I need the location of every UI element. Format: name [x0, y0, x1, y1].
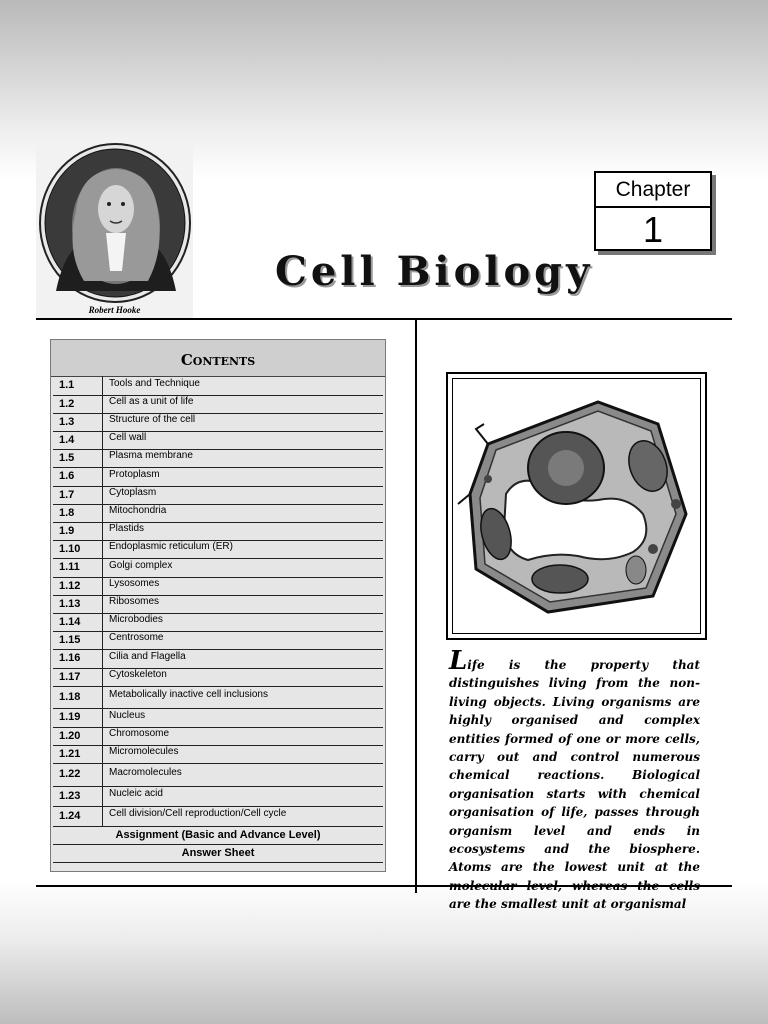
- contents-row-title: Golgi complex: [109, 560, 173, 571]
- contents-row-divider: [102, 708, 103, 728]
- contents-row-divider: [102, 577, 103, 596]
- chapter-number: 1: [642, 209, 664, 250]
- contents-row-divider: [102, 727, 103, 746]
- robert-hooke-portrait: [36, 141, 193, 319]
- contents-row-title: Cilia and Flagella: [109, 651, 186, 662]
- contents-row-title: Plastids: [109, 523, 145, 534]
- contents-row-title: Cytoskeleton: [109, 669, 167, 680]
- drop-cap: L: [449, 646, 468, 676]
- contents-row[interactable]: [53, 613, 383, 632]
- contents-row-number: 1.3: [59, 416, 75, 428]
- contents-row-title: Lysosomes: [109, 578, 160, 589]
- contents-row-number: 1.5: [59, 452, 75, 464]
- contents-row[interactable]: [53, 786, 383, 807]
- contents-row-title: Nucleus: [109, 710, 146, 721]
- intro-paragraph: [449, 646, 700, 912]
- contents-row-number: 1.24: [59, 810, 81, 822]
- contents-row-divider: [102, 504, 103, 523]
- intro-text: ife is the property that distinguishes living from the non-living objects. Living organisms are highly organised and complex entities formed of one or more cells, carry out and control numerous chemical reactions. Biological organisation starts with chemical organisation of life, passes through organism level and ends in ecosystems and the biosphere. Atoms are the lowest unit at the molecular level, whereas the cells are the smallest unit at organismal: [449, 658, 700, 912]
- contents-row[interactable]: [53, 376, 383, 396]
- contents-row-title: Micromolecules: [109, 746, 179, 757]
- contents-row-number: 1.1: [59, 379, 75, 391]
- contents-row-number: 1.16: [59, 652, 81, 664]
- chapter-label: Chapter: [596, 173, 710, 208]
- contents-row-title: Cell division/Cell reproduction/Cell cycle: [109, 808, 287, 819]
- contents-row-title: Metabolically inactive cell inclusions: [109, 689, 268, 700]
- contents-row-number: 1.19: [59, 711, 81, 723]
- contents-row-title: Plasma membrane: [109, 450, 193, 461]
- contents-row-title: Ribosomes: [109, 596, 160, 607]
- contents-row-divider: [102, 486, 103, 505]
- contents-row[interactable]: [53, 504, 383, 523]
- portrait-engraving: [36, 141, 193, 303]
- contents-row[interactable]: [53, 522, 383, 541]
- contents-row-title: Tools and Technique: [109, 378, 200, 389]
- contents-row[interactable]: [53, 595, 383, 614]
- contents-row-divider: [102, 786, 103, 807]
- plant-cell-illustration: [448, 374, 705, 638]
- contents-row[interactable]: [53, 631, 383, 650]
- contents-row[interactable]: [53, 395, 383, 414]
- contents-row-divider: [102, 540, 103, 559]
- contents-heading: Contents: [51, 340, 385, 377]
- contents-row-divider: [102, 395, 103, 414]
- contents-row-title: Protoplasm: [109, 469, 160, 480]
- chapter-box: [594, 171, 712, 251]
- contents-row-divider: [102, 595, 103, 614]
- contents-row-divider: [102, 522, 103, 541]
- contents-row-title: Microbodies: [109, 614, 163, 625]
- contents-row-divider: [102, 413, 103, 432]
- plant-cell-figure: [446, 372, 707, 640]
- contents-row-title: Cytoplasm: [109, 487, 157, 498]
- contents-row-divider: [102, 631, 103, 650]
- contents-row-number: 1.23: [59, 790, 81, 802]
- contents-row-number: 1.14: [59, 616, 81, 628]
- contents-row-title: Mitochondria: [109, 505, 167, 516]
- contents-row-divider: [102, 431, 103, 450]
- contents-row-divider: [102, 449, 103, 468]
- contents-row-divider: [102, 806, 103, 827]
- chapter-title: Cell Biology: [275, 248, 594, 295]
- assignment-row[interactable]: Assignment (Basic and Advance Level): [53, 827, 383, 845]
- contents-row-number: 1.22: [59, 768, 81, 780]
- contents-row[interactable]: [53, 649, 383, 669]
- contents-row-number: 1.8: [59, 507, 75, 519]
- contents-row-title: Cell as a unit of life: [109, 396, 194, 407]
- column-divider: [415, 319, 417, 893]
- contents-row-divider: [102, 558, 103, 578]
- contents-row-number: 1.2: [59, 398, 75, 410]
- top-rule: [36, 318, 732, 320]
- contents-row[interactable]: [53, 558, 383, 578]
- contents-row-number: 1.18: [59, 691, 81, 703]
- contents-row-divider: [102, 745, 103, 764]
- contents-row-divider: [102, 376, 103, 396]
- contents-row[interactable]: [53, 449, 383, 468]
- contents-row-number: 1.9: [59, 525, 75, 537]
- contents-row[interactable]: [53, 668, 383, 687]
- contents-row[interactable]: [53, 540, 383, 559]
- contents-row-title: Cell wall: [109, 432, 147, 443]
- contents-row-number: 1.11: [59, 561, 80, 573]
- contents-table: [50, 339, 386, 872]
- contents-row[interactable]: [53, 763, 383, 787]
- contents-row-number: 1.20: [59, 730, 81, 742]
- contents-row-divider: [102, 668, 103, 687]
- contents-row-divider: [102, 613, 103, 632]
- contents-row[interactable]: [53, 745, 383, 764]
- contents-row-title: Nucleic acid: [109, 788, 163, 799]
- contents-row-number: 1.4: [59, 434, 75, 446]
- contents-row[interactable]: [53, 577, 383, 596]
- contents-row-number: 1.10: [59, 543, 81, 555]
- contents-row-title: Endoplasmic reticulum (ER): [109, 541, 233, 552]
- contents-row-number: 1.6: [59, 470, 75, 482]
- contents-row-number: 1.15: [59, 634, 81, 646]
- contents-row[interactable]: [53, 467, 383, 487]
- contents-row-number: 1.12: [59, 580, 81, 592]
- answer-sheet-row[interactable]: Answer Sheet: [53, 845, 383, 863]
- contents-row-divider: [102, 686, 103, 709]
- contents-row-divider: [102, 763, 103, 787]
- contents-row[interactable]: [53, 431, 383, 450]
- contents-row-divider: [102, 467, 103, 487]
- portrait-caption: Robert Hooke: [88, 305, 141, 315]
- contents-row-title: Centrosome: [109, 632, 164, 643]
- contents-row[interactable]: [53, 727, 383, 746]
- contents-row[interactable]: [53, 708, 383, 728]
- contents-row-number: 1.21: [59, 748, 81, 760]
- contents-row-title: Macromolecules: [109, 767, 182, 778]
- contents-row-title: Structure of the cell: [109, 414, 196, 425]
- contents-row[interactable]: [53, 686, 383, 709]
- contents-row[interactable]: [53, 486, 383, 505]
- contents-row-number: 1.7: [59, 489, 75, 501]
- contents-row[interactable]: [53, 413, 383, 432]
- contents-row[interactable]: [53, 806, 383, 827]
- contents-row-title: Chromosome: [109, 728, 170, 739]
- contents-row-number: 1.17: [59, 671, 81, 683]
- contents-row-divider: [102, 649, 103, 669]
- contents-row-number: 1.13: [59, 598, 81, 610]
